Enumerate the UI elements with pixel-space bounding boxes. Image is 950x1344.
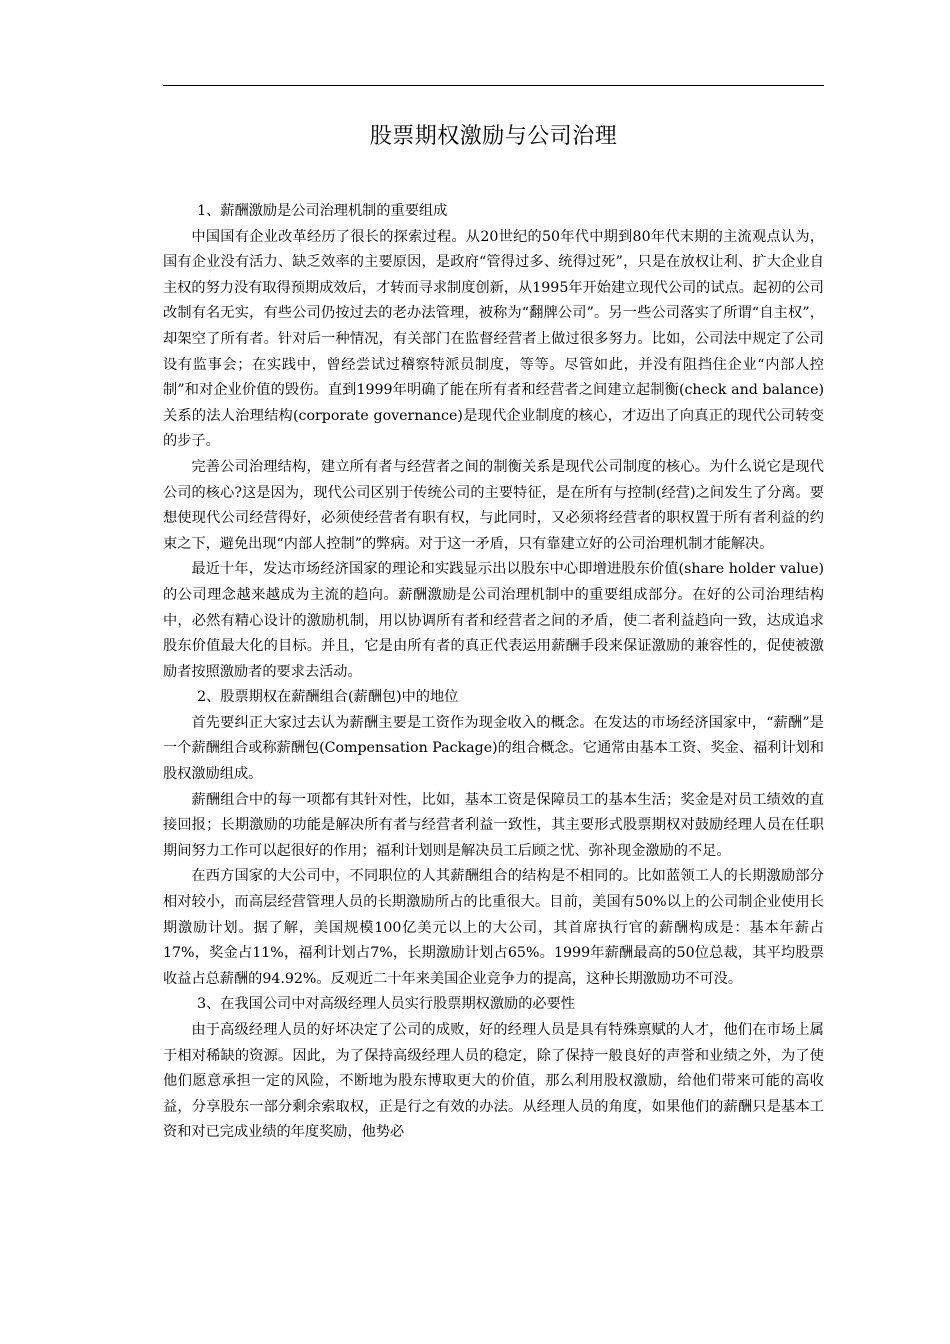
paragraph: 首先要纠正大家过去认为薪酬主要是工资作为现金收入的概念。在发达的市场经济国家中，“薪酬”是一个薪酬组合或称薪酬包(Compensation Package)的组合概念。它通常由基本工资、奖金、福利计划和股权激励组成。 — [163, 714, 824, 783]
paragraph: 由于高级经理人员的好坏决定了公司的成败，好的经理人员是具有特殊禀赋的人才，他们在市场上属于相对稀缺的资源。因此，为了保持高级经理人员的稳定，除了保持一般良好的声誉和业绩之外，为了使他们愿意承担一定的风险，不断地为股东博取更大的价值，那么利用股权激励，给他们带来可能的高收益，分享股东一部分剩余索取权，正是行之有效的办法。从经理人员的角度，如果他们的薪酬只是基本工资和对已完成业绩的年度奖励，他势必 — [163, 1022, 824, 1141]
section-heading-3: 3、在我国公司中对高级经理人员实行股票期权激励的必要性 — [197, 996, 575, 1013]
paragraph: 中国国有企业改革经历了很长的探索过程。从20世纪的50年代中期到80年代末期的主流观点认为，国有企业没有活力、缺乏效率的主要原因，是政府“管得过多、统得过死”，只是在放权让利、扩大企业自主权的努力没有取得预期成效后，才转而寻求制度创新，从1995年开始建立现代公司的试点。起初的公司改制有名无实，有些公司仍按过去的老办法管理，被称为“翻牌公司”。另一些公司落实了所谓“自主权”，却架空了所有者。针对后一种情况，有关部门在监督经营者上做过很多努力。比如，公司法中规定了公司设有监事会；在实践中，曾经尝试过稽察特派员制度，等等。尽管如此，并没有阻挡住企业“内部人控制”和对企业价值的毁伤。直到1999年明确了能在所有者和经营者之间建立起制衡(check and balance)关系的法人治理结构(corporate governance)是现代企业制度的核心，才迈出了向真正的现代公司转变的步子。 — [163, 228, 824, 450]
paragraph: 完善公司治理结构，建立所有者与经营者之间的制衡关系是现代公司制度的核心。为什么说它是现代公司的核心?这是因为，现代公司区别于传统公司的主要特征，是在所有与控制(经营)之间发生了分离。要想使现代公司经营得好，必须使经营者有职有权，与此同时，又必须将经营者的职权置于所有者利益的约束之下，避免出现“内部人控制”的弊病。对于这一矛盾，只有靠建立好的公司治理机制才能解决。 — [163, 458, 824, 552]
paragraph: 在西方国家的大公司中，不同职位的人其薪酬组合的结构是不相同的。比如蓝领工人的长期激励部分相对较小，而高层经营管理人员的长期激励所占的比重很大。目前，美国有50%以上的公司制企业使用长期激励计划。据了解，美国规模100亿美元以上的大公司，其首席执行官的薪酬构成是：基本年薪占17%，奖金占11%，福利计划占7%，长期激励计划占65%。1999年薪酬最高的50位总裁，其平均股票收益占总薪酬的94.92%。反观近二十年来美国企业竞争力的提高，这种长期激励功不可没。 — [163, 868, 824, 987]
section-heading-2: 2、股票期权在薪酬组合(薪酬包)中的地位 — [197, 689, 459, 706]
header-rule — [163, 85, 824, 86]
paragraph: 薪酬组合中的每一项都有其针对性，比如，基本工资是保障员工的基本生活；奖金是对员工绩效的直接回报；长期激励的功能是解决所有者与经营者利益一致性，其主要形式股票期权对鼓励经理人员在任职期间努力工作可以起很好的作用；福利计划则是解决员工后顾之忧、弥补现金激励的不足。 — [163, 791, 824, 859]
document-title: 股票期权激励与公司治理 — [369, 124, 618, 149]
document-body — [163, 199, 824, 1146]
section-heading-1: 1、薪酬激励是公司治理机制的重要组成 — [197, 203, 448, 219]
paragraph: 最近十年，发达市场经济国家的理论和实践显示出以股东中心即增进股东价值(share holder value)的公司理念越来越成为主流的趋向。薪酬激励是公司治理机制中的重要组成部分。在好的公司治理结构中，必然有精心设计的激励机制，用以协调所有者和经营者之间的矛盾，使二者利益趋向一致，达成追求股东价值最大化的目标。并且，它是由所有者的真正代表运用薪酬手段来保证激励的兼容性的，促使被激励者按照激励者的要求去活动。 — [163, 561, 824, 680]
